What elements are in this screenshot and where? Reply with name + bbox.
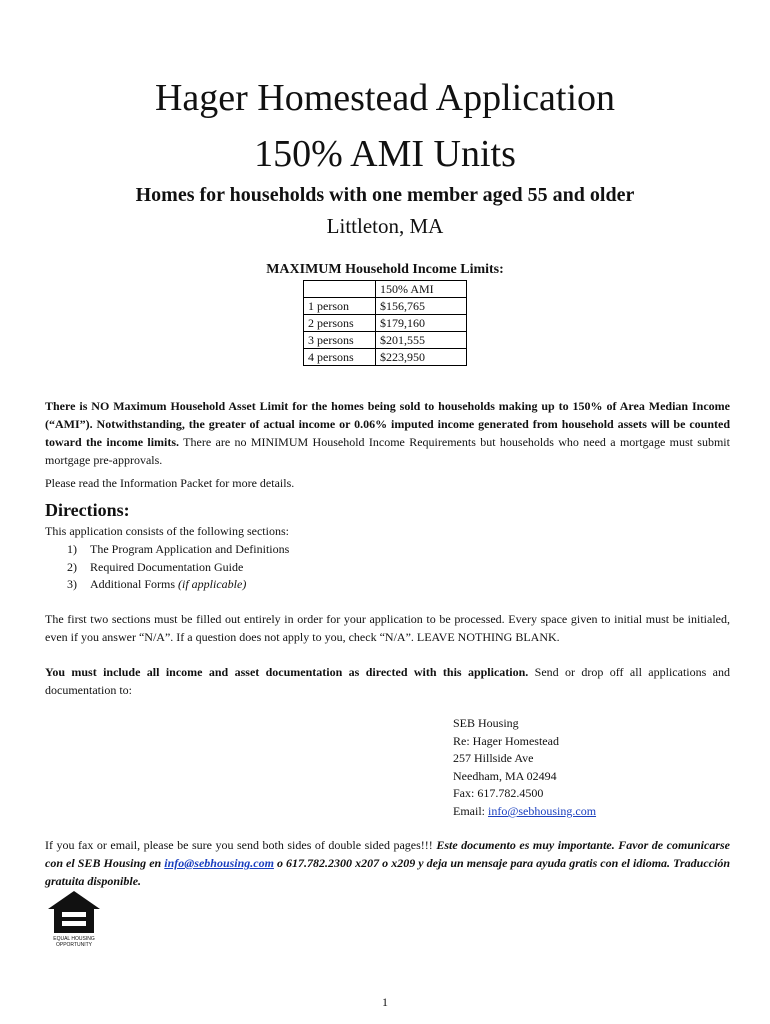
address-city: Needham, MA 02494 — [453, 768, 557, 783]
list-text: Required Documentation Guide — [90, 559, 244, 574]
page-title-line-2: 150% AMI Units — [254, 133, 516, 175]
income-limit: $156,765 — [376, 298, 467, 315]
list-text: Additional Forms — [90, 577, 179, 591]
list-item — [45, 559, 289, 577]
list-item — [45, 541, 289, 559]
address-fax: Fax: 617.782.4500 — [453, 786, 544, 801]
svg-text:EQUAL HOUSING: EQUAL HOUSING — [53, 936, 95, 942]
closing-normal-text: If you fax or email, please be sure you send both sides of double sided pages!!! — [45, 838, 437, 852]
list-number: 1) — [67, 542, 77, 556]
income-limits-table — [303, 280, 467, 366]
closing-paragraph — [45, 836, 730, 890]
documentation-normal-text: Send or drop off all applications and documentation to: — [45, 665, 730, 697]
table-column-header: 150% AMI — [376, 281, 467, 298]
income-limits-heading: MAXIMUM Household Income Limits: — [266, 262, 504, 277]
equal-housing-opportunity-icon — [47, 890, 101, 948]
table-header-row — [304, 281, 467, 298]
income-limit: $179,160 — [376, 315, 467, 332]
directions-intro: This application consists of the following sections: — [45, 524, 289, 538]
table-row — [304, 315, 467, 332]
list-item — [45, 576, 289, 594]
address-re: Re: Hager Homestead — [453, 733, 559, 748]
household-size: 1 person — [304, 298, 376, 315]
table-row — [304, 332, 467, 349]
list-text: The Program Application and Definitions — [90, 542, 290, 556]
table-cell-empty — [304, 281, 376, 298]
table-row — [304, 298, 467, 315]
location: Littleton, MA — [326, 214, 444, 238]
household-size: 3 persons — [304, 332, 376, 349]
list-number: 2) — [67, 559, 77, 574]
mailing-address — [453, 715, 596, 821]
asset-limit-bold-text: There is NO Maximum Household Asset Limit for the homes being sold to households making up to 150% of Area Median Income (“AMI”). Notwithstanding, the greater of actual income or 0.06% imputed income generated from household assets will be counted toward the income limits. — [45, 399, 730, 449]
documentation-note — [45, 663, 730, 699]
income-limit: $201,555 — [376, 332, 467, 349]
closing-email-link[interactable]: info@sebhousing.com — [164, 856, 274, 870]
subtitle: Homes for households with one member aged 55 and older — [135, 184, 635, 206]
asset-limit-paragraph — [45, 397, 730, 469]
page-title-line-1: Hager Homestead Application — [154, 77, 616, 119]
closing-spanish-text-2: o 617.782.2300 x207 o x209 y deja un mensaje para ayuda gratis con el idioma. Traducción gratuita disponible. — [45, 856, 730, 888]
table-row — [304, 349, 467, 366]
directions-heading: Directions: — [45, 500, 130, 520]
household-size: 2 persons — [304, 315, 376, 332]
household-size: 4 persons — [304, 349, 376, 366]
closing-spanish-text-1: Este documento es muy importante. Favor de comunicarse con el SEB Housing en — [45, 838, 730, 870]
page-number: 1 — [382, 995, 388, 1009]
svg-text:OPPORTUNITY: OPPORTUNITY — [55, 942, 93, 948]
documentation-bold-text: You must include all income and asset documentation as directed with this application. — [45, 665, 529, 679]
info-packet-note: Please read the Information Packet for more details. — [45, 476, 295, 490]
income-limit: $223,950 — [376, 349, 467, 366]
fill-instructions: The first two sections must be filled out entirely in order for your application to be processed. Every space given to initial must be initialed, even if you answer “N/A”. If a question does not apply to you, check “N/A”. LEAVE NOTHING BLANK. — [45, 612, 730, 644]
email-label: Email: — [453, 803, 488, 818]
address-street: 257 Hillside Ave — [453, 751, 534, 766]
list-note: (if applicable) — [178, 577, 247, 591]
address-email-line — [453, 803, 596, 821]
email-link[interactable]: info@sebhousing.com — [488, 803, 597, 818]
sections-list — [45, 541, 289, 594]
asset-limit-normal-text: There are no MINIMUM Household Income Requirements but households who need a mortgage must submit mortgage pre-approvals. — [45, 435, 730, 467]
list-number: 3) — [67, 577, 77, 591]
address-name: SEB Housing — [453, 716, 519, 730]
